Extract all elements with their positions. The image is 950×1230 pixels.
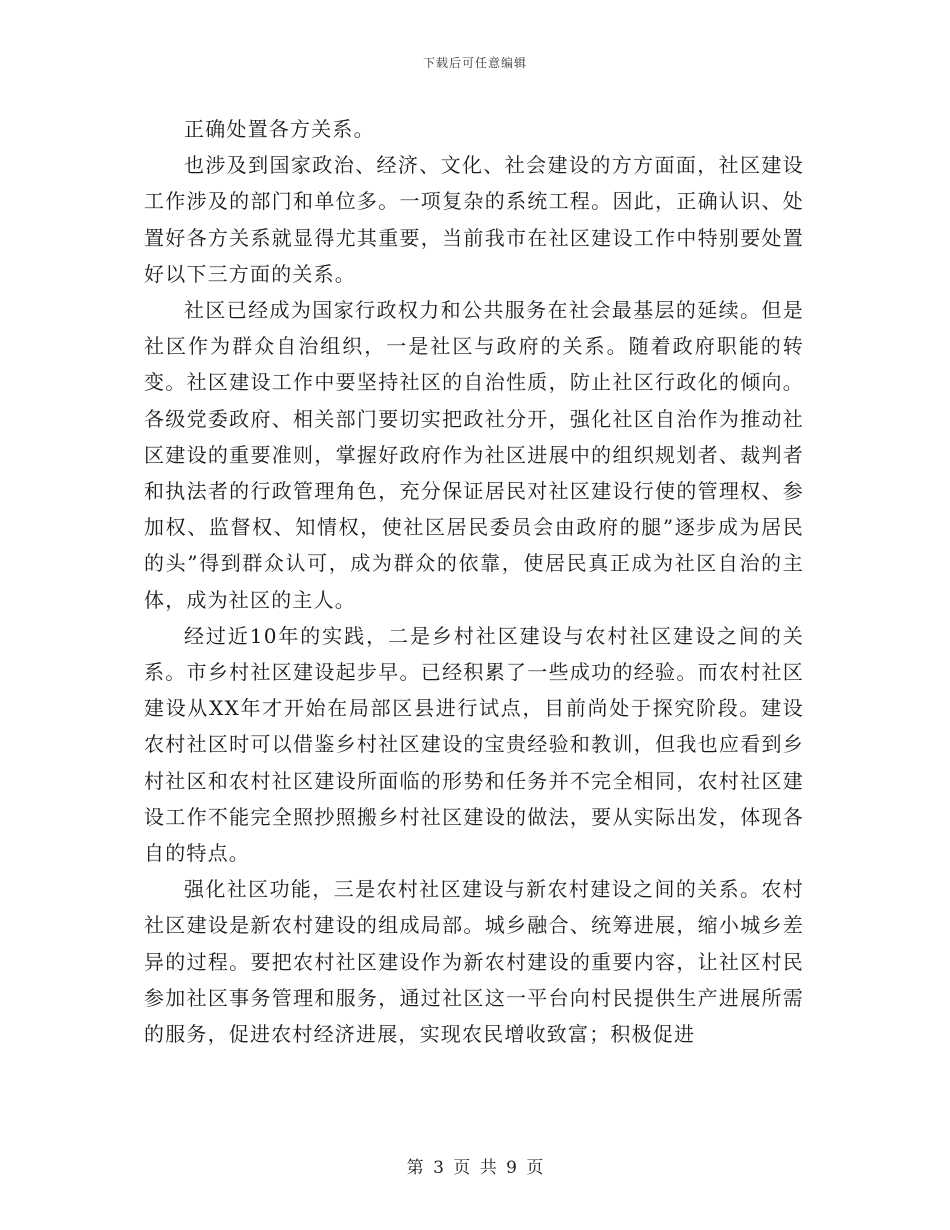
paragraph: 经过近10年的实践，二是乡村社区建设与农村社区建设之间的关系。市乡村社区建设起步早。已经积累了一些成功的经验。而农村社区建设从XX年才开始在局部区县进行试点，目前尚处于探究阶段。建设农村社区时可以借鉴乡村社区建设的宝贵经验和教训，但我也应看到乡村社区和农村社区建设所面临的形势和任务并不完全相同，农村社区建设工作不能完全照抄照搬乡村社区建设的做法，要从实际出发，体现各自的特点。 bbox=[144, 623, 804, 866]
paragraph: 社区已经成为国家行政权力和公共服务在社会最基层的延续。但是社区作为群众自治组织，一是社区与政府的关系。随着政府职能的转变。社区建设工作中要坚持社区的自治性质，防止社区行政化的倾向。各级党委政府、相关部门要切实把政社分开，强化社区自治作为推动社区建设的重要准则，掌握好政府作为社区进展中的组织规划者、裁判者和执法者的行政管理角色，充分保证居民对社区建设行使的管理权、参加权、监督权、知情权，使社区居民委员会由政府的腿”逐步成为居民的头”得到群众认可，成为群众的依靠，使居民真正成为社区自治的主体，成为社区的主人。 bbox=[144, 298, 804, 612]
page-header: 下载后可任意编辑 bbox=[422, 56, 527, 70]
paragraph: 正确处置各方关系。 bbox=[184, 117, 375, 141]
paragraph: 强化社区功能，三是农村社区建设与新农村建设之间的关系。农村社区建设是新农村建设的组成局部。城乡融合、统筹进展，缩小城乡差异的过程。要把农村社区建设作为新农村建设的重要内容，让社区村民参加社区事务管理和服务，通过社区这一平台向村民提供生产进展所需的服务，促进农村经济进展，实现农民增收致富；积极促进 bbox=[144, 877, 804, 1047]
paragraph: 也涉及到国家政治、经济、文化、社会建设的方方面面，社区建设工作涉及的部门和单位多。一项复杂的系统工程。因此，正确认识、处置好各方关系就显得尤其重要，当前我市在社区建设工作中特别要处置好以下三方面的关系。 bbox=[144, 153, 804, 286]
page-number: 第 3 页 共 9 页 bbox=[406, 1158, 544, 1178]
document-body bbox=[144, 111, 804, 1052]
